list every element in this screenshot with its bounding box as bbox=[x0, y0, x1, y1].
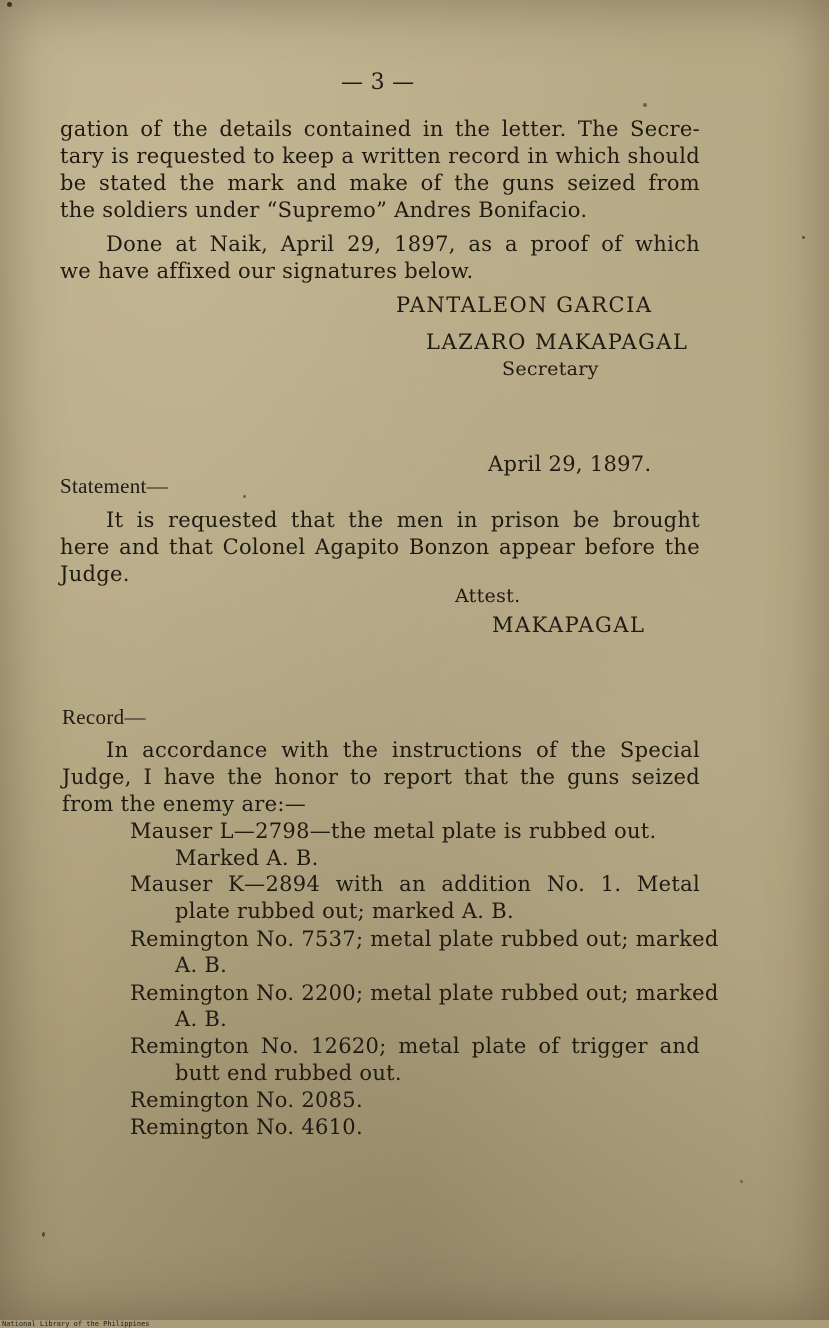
paragraph1-line-4: the soldiers under “Supremo” Andres Bonifacio. bbox=[60, 198, 588, 222]
paragraph2-line-1: Done at Naik, April 29, 1897, as a proof of which bbox=[106, 232, 700, 256]
gun-item-continuation: Marked A. B. bbox=[175, 846, 319, 870]
paper-speck bbox=[7, 2, 12, 7]
gun-item: Remington No. 12620; metal plate of trigger and bbox=[130, 1034, 700, 1058]
gun-item: Remington No. 7537; metal plate rubbed out; marked bbox=[130, 927, 719, 951]
gun-item-continuation: A. B. bbox=[175, 1007, 228, 1031]
gun-item-continuation: butt end rubbed out. bbox=[175, 1061, 402, 1085]
attest-signer: MAKAPAGAL bbox=[492, 613, 646, 637]
statement-line-1: It is requested that the men in prison be brought bbox=[106, 508, 700, 532]
statement-line-2: here and that Colonel Agapito Bonzon appear before the bbox=[60, 535, 700, 559]
signature-pantaleon-garcia: PANTALEON GARCIA bbox=[396, 293, 653, 317]
paragraph1-line-3: be stated the mark and make of the guns seized from bbox=[60, 171, 700, 195]
attest-label: Attest. bbox=[455, 585, 521, 607]
record-intro-line-1: In accordance with the instructions of the Special bbox=[106, 738, 700, 762]
paper-speck bbox=[802, 236, 805, 239]
signature-title: Secretary bbox=[502, 358, 599, 380]
statement-line-3: Judge. bbox=[60, 562, 130, 586]
paragraph2-line-2: we have affixed our signatures below. bbox=[60, 259, 474, 283]
paper-speck bbox=[42, 1232, 45, 1237]
record-intro-line-2: Judge, I have the honor to report that the guns seized bbox=[62, 765, 700, 789]
gun-item-continuation: plate rubbed out; marked A. B. bbox=[175, 899, 514, 923]
paragraph1-line-1: gation of the details contained in the letter. The Secre- bbox=[60, 117, 700, 141]
paragraph1-line-2: tary is requested to keep a written record in which should bbox=[60, 144, 700, 168]
record-intro-line-3: from the enemy are:— bbox=[62, 792, 307, 816]
gun-item: Remington No. 2085. bbox=[130, 1088, 363, 1112]
gun-item: Mauser K—2894 with an addition No. 1. Metal bbox=[130, 872, 700, 896]
gun-item: Remington No. 2200; metal plate rubbed out; marked bbox=[130, 981, 719, 1005]
statement-date: April 29, 1897. bbox=[488, 452, 652, 476]
paper-speck bbox=[243, 495, 246, 498]
gun-item: Remington No. 4610. bbox=[130, 1115, 363, 1139]
gun-item: Mauser L—2798—the metal plate is rubbed out. bbox=[130, 819, 657, 843]
signature-lazaro-makapagal: LAZARO MAKAPAGAL bbox=[426, 330, 689, 354]
paper-speck bbox=[740, 1180, 743, 1183]
library-footer: National Library of the Philippines bbox=[2, 1320, 150, 1328]
paper-speck bbox=[643, 103, 647, 107]
gun-item-continuation: A. B. bbox=[175, 953, 228, 977]
page-number: — 3 — bbox=[341, 70, 415, 95]
statement-heading: Statement— bbox=[60, 474, 168, 498]
record-heading: Record— bbox=[62, 705, 146, 729]
